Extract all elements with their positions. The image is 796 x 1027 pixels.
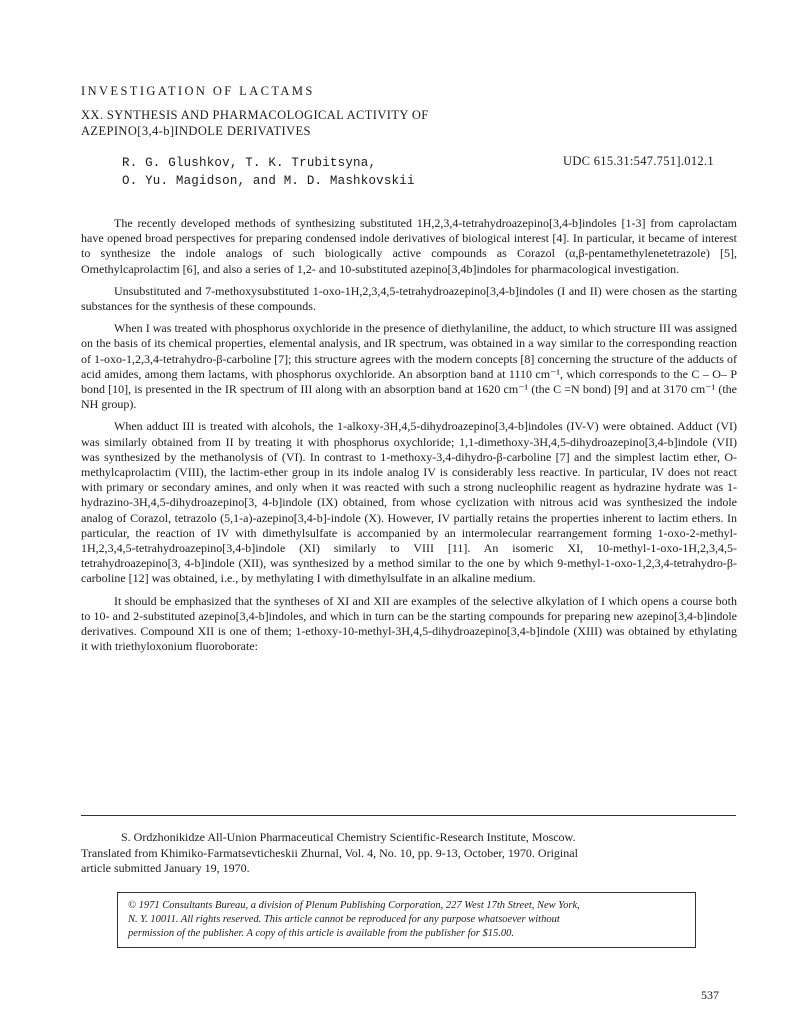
title-line-1: XX. SYNTHESIS AND PHARMACOLOGICAL ACTIVITY OF bbox=[81, 108, 429, 122]
paragraph: The recently developed methods of synthesizing substituted 1H,2,3,4-tetrahydroazepino[3,4-b]indoles [1-3] from caprolactam have opened broad perspectives for preparing condensed indole derivatives of biological interest [4]. In particular, it became of interest to synthesize the indole analogs of such biologically active compounds as Corazol (α,β-pentamethylenetetrazole) [5], Omethylcaprolactim [6], and also a series of 1,2- and 10-substituted azepino[3,4b]indoles for pharmacological investigation. bbox=[81, 216, 737, 276]
udc-code: UDC 615.31:547.751].012.1 bbox=[563, 154, 714, 168]
copyright-line-1: © 1971 Consultants Bureau, a division of Plenum Publishing Corporation, 227 West 17th Street, New York, bbox=[128, 900, 580, 911]
authors-line-2: O. Yu. Magidson, and M. D. Mashkovskii bbox=[122, 174, 415, 188]
article-body bbox=[81, 216, 737, 661]
copyright-line-2: N. Y. 10011. All rights reserved. This article cannot be reproduced for any purpose whatsoever without bbox=[128, 914, 560, 925]
copyright-box bbox=[117, 892, 696, 948]
paragraph: It should be emphasized that the syntheses of XI and XII are examples of the selective alkylation of I which opens a course both to 10- and 2-substituted azepino[3,4-b]indoles, and which in turn can be the starting compounds for preparing new azepino[3,4-b]indole derivatives. Compound XII is one of them; 1-ethoxy-10-methyl-3H,4,5-dihydroazepino[3,4-b]indole (XIII) was obtained by ethylating it with triethyloxonium fluoroborate: bbox=[81, 593, 737, 654]
article-title bbox=[81, 107, 429, 139]
copyright-line-3: permission of the publisher. A copy of this article is available from the publisher for $15.00. bbox=[128, 928, 514, 939]
page-number: 537 bbox=[701, 988, 719, 1002]
paragraph: Unsubstituted and 7-methoxysubstituted 1-oxo-1H,2,3,4,5-tetrahydroazepino[3,4-b]indoles (I and II) were chosen as the starting substances for the synthesis of these compounds. bbox=[81, 283, 737, 314]
title-line-2: AZEPINO[3,4-b]INDOLE DERIVATIVES bbox=[81, 124, 311, 138]
author-list bbox=[122, 154, 415, 190]
footnote-line-1: S. Ordzhonikidze All-Union Pharmaceutical Chemistry Scientific-Research Institute, Moscow. bbox=[121, 830, 576, 844]
series-heading: INVESTIGATION OF LACTAMS bbox=[81, 84, 315, 98]
paragraph: When I was treated with phosphorus oxychloride in the presence of diethylaniline, the adduct, to which structure III was assigned on the basis of its chemical properties, elemental analysis, and IR spectrum, was obtained in a way similar to the corresponding reaction of 1-oxo-1,2,3,4-tetrahydro-β-carboline [7]; this structure agrees with the modern concepts [8] concerning the structure of the adducts of acid amides, among them lactams, with phosphorus oxychloride. An absorption band at 1110 cm⁻¹, which corresponds to the C – O– P bond [10], is presented in the IR spectrum of III along with an absorption band at 1620 cm⁻¹ (the C =N bond) [9] and at 3170 cm⁻¹ (the NH group). bbox=[81, 321, 737, 412]
footnote-line-2: Translated from Khimiko-Farmatsevticheskii Zhurnal, Vol. 4, No. 10, pp. 9-13, October, 1970. Original bbox=[81, 845, 578, 860]
copyright-notice bbox=[128, 899, 688, 941]
affiliation-footnote bbox=[81, 830, 741, 877]
footnote-divider bbox=[81, 815, 736, 816]
authors-line-1: R. G. Glushkov, T. K. Trubitsyna, bbox=[122, 156, 377, 170]
footnote-line-3: article submitted January 19, 1970. bbox=[81, 861, 250, 875]
paragraph: When adduct III is treated with alcohols, the 1-alkoxy-3H,4,5-dihydroazepino[3,4-b]indoles (IV-V) were obtained. Adduct (VI) was similarly obtained from II by treating it with phosphorus oxychloride; 1,1-dimethoxy-3H,4,5-dihydroazepino[3,4-b]indole (VII) was synthesized by the methanolysis of (VI). In contrast to 1-methoxy-3,4-dihydro-β-carboline [7] and the simplest lactim ether, O-methylcaprolactim (VIII), the lactim-ether group in its indole analog IV is considerably less reactive. In particular, IV does not react with primary or secondary amines, and only when it was reacted with such a strong nucleophilic reagent as hydrazine hydrate was 1-hydrazino-3H,4,5-dihydroazepino[3, 4-b]indole (IX) obtained, from whose cyclization with nitrous acid was synthesized the indole analog of Corazol, tetrazolo (5,1-a)-azepino[3,4-b]-indole (X). However, IV partially retains the properties inherent to lactim ethers. In particular, the reaction of IV with dimethylsulfate is accompanied by an intermolecular rearrangement forming 1-oxo-2-methyl-1H,2,3,4,5-tetrahydroazepino[3,4-b]indole (XI) similarly to VIII [11]. An isomeric XI, 10-methyl-1-oxo-1H,2,3,4,5-tetrahydroazepino[3, 4-b]indole (XII), was synthesized by a method similar to the one by which 9-methyl-1-oxo-1,2,3,4-tetrahydro-β-carboline [12] was obtained, i.e., by methylating I with dimethylsulfate in an alkaline medium. bbox=[81, 419, 737, 586]
